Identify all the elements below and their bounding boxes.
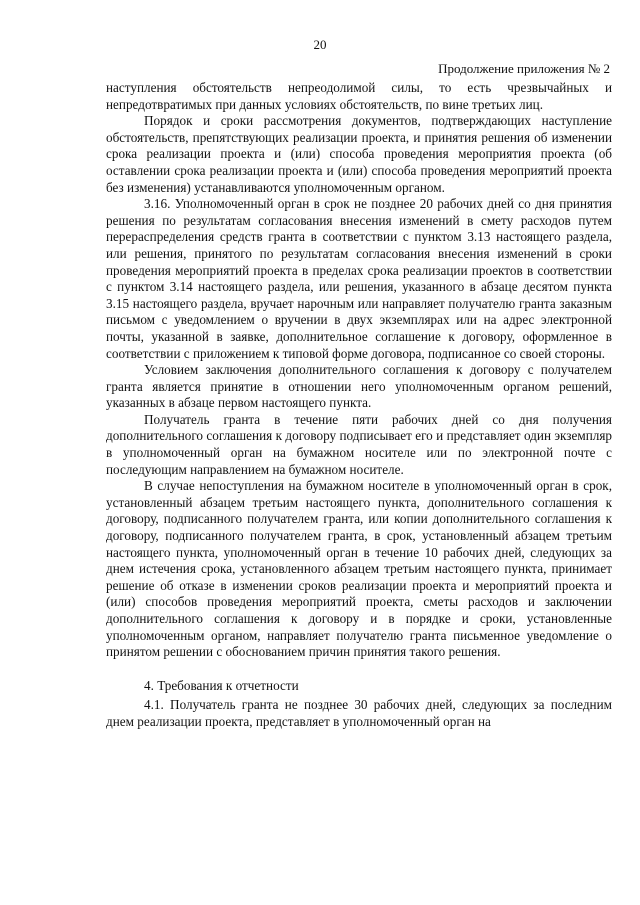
paragraph-review-procedure: Порядок и сроки рассмотрения документов, подтверждающих наступление обстоятельств, препятствующих реализации проекта, и принятия решения об изменении срока реализации проекта и (или) способа проведения мероприятия проекта (об оставлении срока реализации проекта и (или) способа проведения мероприятий проекта без изменения) устанавливаются уполномоченным органом. — [106, 113, 612, 195]
paragraph-agreement-condition: Условием заключения дополнительного соглашения к договору с получателем гранта является принятие в отношении него уполномоченным органом решений, указанных в абзаце первом настоящего пункта. — [106, 362, 612, 411]
document-body — [106, 80, 612, 731]
page-number: 20 — [313, 37, 327, 52]
paragraph-recipient-signing: Получатель гранта в течение пяти рабочих дней со дня получения дополнительного соглашения к договору подписывает его и представляет один экземпляр в уполномоченный орган на бумажном носителе или по электронной почте с последующим направлением на бумажном носителе. — [106, 411, 612, 477]
section-heading-reporting: 4. Требования к отчетности — [144, 677, 299, 693]
paragraph-continued: наступления обстоятельств непреодолимой силы, то есть чрезвычайных и непредотвратимых при данных условиях обстоятельств, по вине третьих лиц. — [106, 80, 612, 112]
paragraph-4-1: 4.1. Получатель гранта не позднее 30 рабочих дней, следующих за последним днем реализации проекта, представляет в уполномоченный орган на — [106, 697, 612, 729]
paragraph-3-16: 3.16. Уполномоченный орган в срок не позднее 20 рабочих дней со дня принятия решения по результатам согласования внесения изменений в смету расходов путем перераспределения средств гранта в соответствии с пунктом 3.13 настоящего раздела, или решения, принятого по результатам согласования внесения изменений в сроки проведения мероприятий проекта в пределах срока реализации проектов в соответствии с пунктом 3.14 настоящего раздела, или решения, указанного в абзаце десятом пункта 3.15 настоящего раздела, вручает нарочным или направляет получателю гранта заказным письмом с уведомлением о вручении в двух экземплярах или на адрес электронной почты, указанной в заявке, дополнительное соглашение к договору, оформленное в соответствии с приложением к типовой форме договора, подписанное со своей стороны. — [106, 196, 612, 361]
paragraph-non-receipt: В случае непоступления на бумажном носителе в уполномоченный орган в срок, установленный абзацем третьим настоящего пункта, дополнительного соглашения к договору, подписанного получателем гранта, или копии дополнительного соглашения к договору, подписанного получателем гранта, в срок, установленный абзацем третьим настоящего пункта, уполномоченный орган в течение 10 рабочих дней, следующих за днем истечения срока, установленного абзацем третьим настоящего пункта, принимает решение об отказе в изменении сроков реализации проекта и мероприятий проекта и (или) способов проведения мероприятий проекта, сметы расходов и заключении дополнительного соглашения к договору и в порядке и сроки, установленные уполномоченным органом, направляет получателю гранта письменное уведомление о принятом решении с обоснованием причин принятия такого решения. — [106, 478, 612, 660]
appendix-continuation-note: Продолжение приложения № 2 — [438, 61, 610, 76]
